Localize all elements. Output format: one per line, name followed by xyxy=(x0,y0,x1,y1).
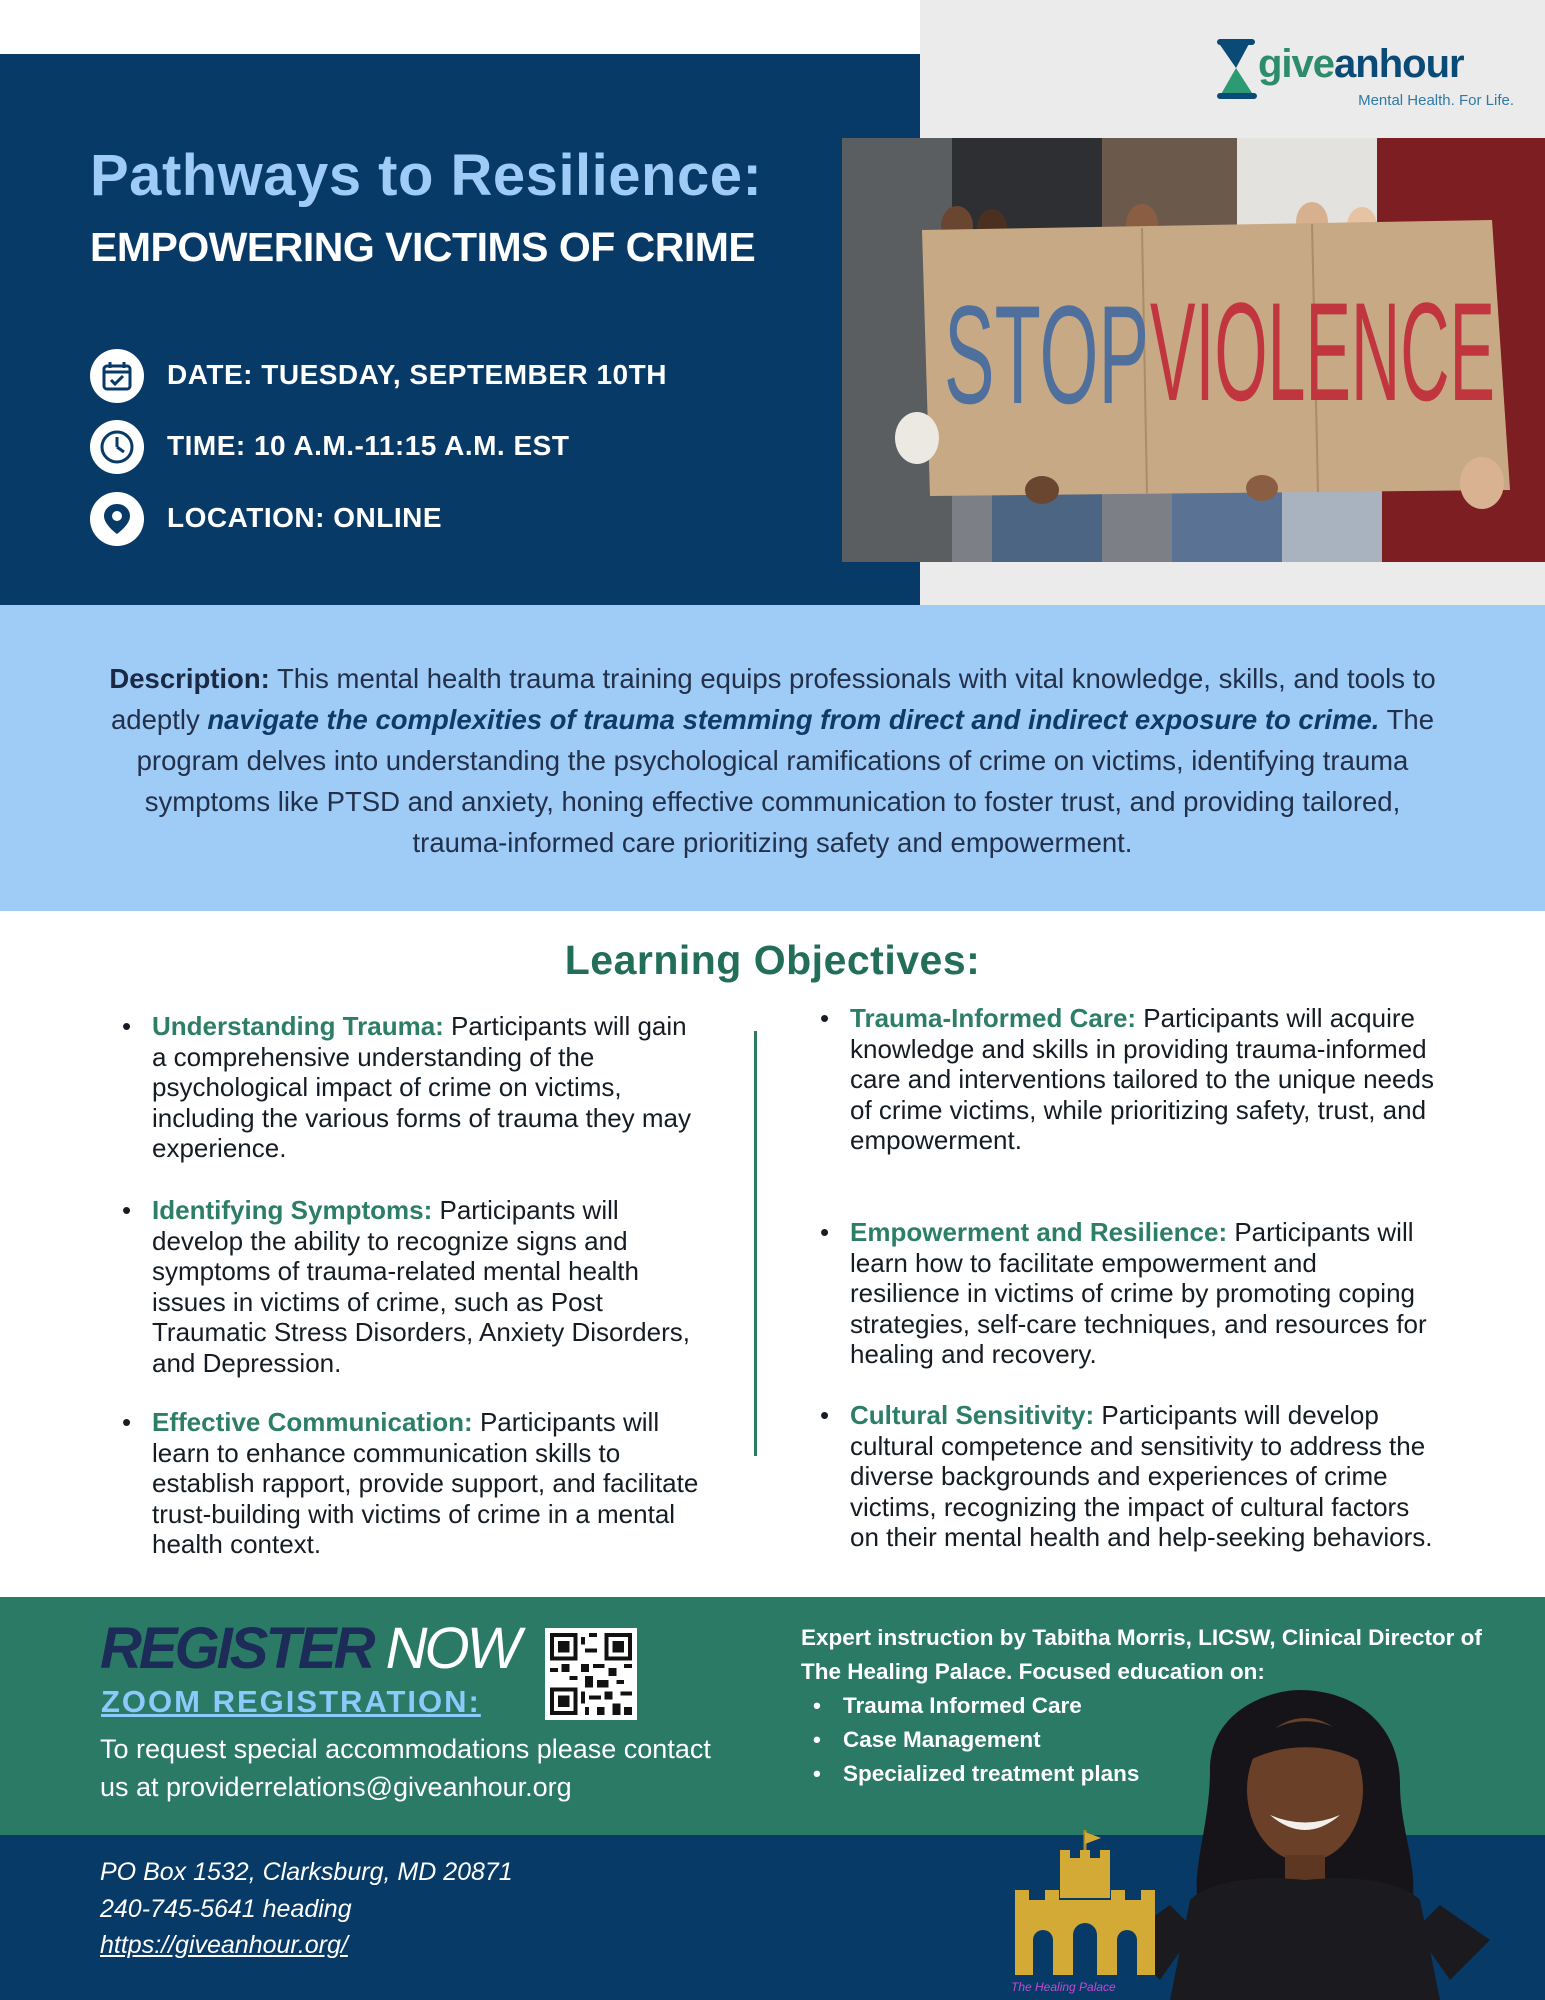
healing-palace-logo xyxy=(1005,1830,1165,2000)
hourglass-logo-icon xyxy=(1214,38,1258,100)
register-now-heading: REGISTER NOW xyxy=(100,1616,519,1681)
objectives-heading: Learning Objectives: xyxy=(564,937,981,983)
expert-topics-list xyxy=(807,1689,1139,1791)
event-date-row xyxy=(90,349,790,403)
logo-wordmark: giveanhour xyxy=(1258,42,1464,86)
clock-icon xyxy=(90,420,144,474)
event-date: DATE: TUESDAY, SEPTEMBER 10TH xyxy=(167,359,667,390)
event-time-row xyxy=(90,420,790,474)
castle-icon xyxy=(1005,1830,1165,1980)
expert-topic-item: • Specialized treatment plans xyxy=(807,1757,1139,1791)
event-header xyxy=(0,0,1545,605)
logo-tagline: Mental Health. For Life. xyxy=(1358,92,1514,109)
description-text: Description: This mental health trauma training equips professionals with vital knowledge, skills, and tools to adeptly navigate the complexities of trauma stemming from direct and indirect exposure to crime. The program delves into understanding the psychological ramifications of crime on victims, identifying trauma symptoms like PTSD and anxiety, honing effective communication to foster trust, and providing tailored, trauma-informed care prioritizing safety and empowerment. xyxy=(109,663,1436,858)
giveanhour-logo[interactable] xyxy=(1214,38,1514,108)
expert-instruction-text: Expert instruction by Tabitha Morris, LICSW, Clinical Director of The Healing Palace. Focused education on: xyxy=(801,1625,1482,1684)
expert-topic-item: • Trauma Informed Care xyxy=(807,1689,1139,1723)
event-location-row xyxy=(90,492,790,546)
event-title: Pathways to Resilience: xyxy=(90,143,763,208)
healing-palace-caption: The Healing Palace xyxy=(1011,1980,1116,1994)
objectives-divider xyxy=(754,1031,757,1456)
footer-address: PO Box 1532, Clarksburg, MD 20871 xyxy=(100,1858,513,1886)
event-time: TIME: 10 A.M.-11:15 A.M. EST xyxy=(167,430,570,461)
objective-item: • Understanding Trauma: Participants will gain a comprehensive understanding of the psychological impact of crime on victims, including the various forms of trauma they may experience. xyxy=(122,1011,692,1163)
footer-website-link[interactable]: https://giveanhour.org/ xyxy=(100,1931,348,1959)
description-emphasis: navigate the complexities of trauma stemming from direct and indirect exposure to crime. xyxy=(207,704,1380,735)
footer-phone: 240-745-5641 heading xyxy=(100,1895,352,1923)
objective-item: • Identifying Symptoms: Participants will develop the ability to recognize signs and symptoms of trauma-related mental health issues in victims of crime, such as Post Traumatic Stress Disorders, Anxiety Disorders, and Depression. xyxy=(122,1195,690,1378)
calendar-icon xyxy=(90,349,144,403)
event-subtitle: EMPOWERING VICTIMS OF CRIME xyxy=(90,224,756,270)
zoom-registration-link[interactable]: ZOOM REGISTRATION: xyxy=(101,1684,481,1719)
objective-item: • Empowerment and Resilience: Participants will learn how to facilitate empowerment and resilience in victims of crime by promoting coping strategies, self-care techniques, and resources for healing and recovery. xyxy=(820,1217,1427,1369)
expert-topic-item: • Case Management xyxy=(807,1723,1139,1757)
objective-item: • Effective Communication: Participants will learn to enhance communication skills to establish rapport, provide support, and facilitate trust-building with victims of crime in a mental health context. xyxy=(122,1407,699,1559)
sign-stop-text: STOP xyxy=(944,276,1149,433)
learning-objectives-section xyxy=(0,911,1545,1597)
event-location: LOCATION: ONLINE xyxy=(167,502,443,533)
stop-violence-photo xyxy=(842,138,1545,562)
registration-qr-code[interactable] xyxy=(545,1628,637,1720)
sign-violence-text: VIOLENCE xyxy=(1150,273,1495,430)
speaker-portrait xyxy=(1100,1690,1545,2000)
qr-code-icon xyxy=(550,1633,632,1715)
description-section xyxy=(0,605,1545,911)
objective-item: • Cultural Sensitivity: Participants will develop cultural competence and sensitivity to address the diverse backgrounds and experiences of crime victims, recognizing the impact of cultural factors on their mental health and help-seeking behaviors. xyxy=(820,1400,1433,1552)
objective-item: • Trauma-Informed Care: Participants will acquire knowledge and skills in providing trauma-informed care and interventions tailored to the unique needs of crime victims, while prioritizing safety, trust, and empowerment. xyxy=(820,1003,1434,1155)
accommodations-text: To request special accommodations please contact us at providerrelations@giveanhour.org xyxy=(100,1734,711,1802)
description-label: Description: xyxy=(109,663,270,694)
map-pin-icon xyxy=(90,492,144,546)
